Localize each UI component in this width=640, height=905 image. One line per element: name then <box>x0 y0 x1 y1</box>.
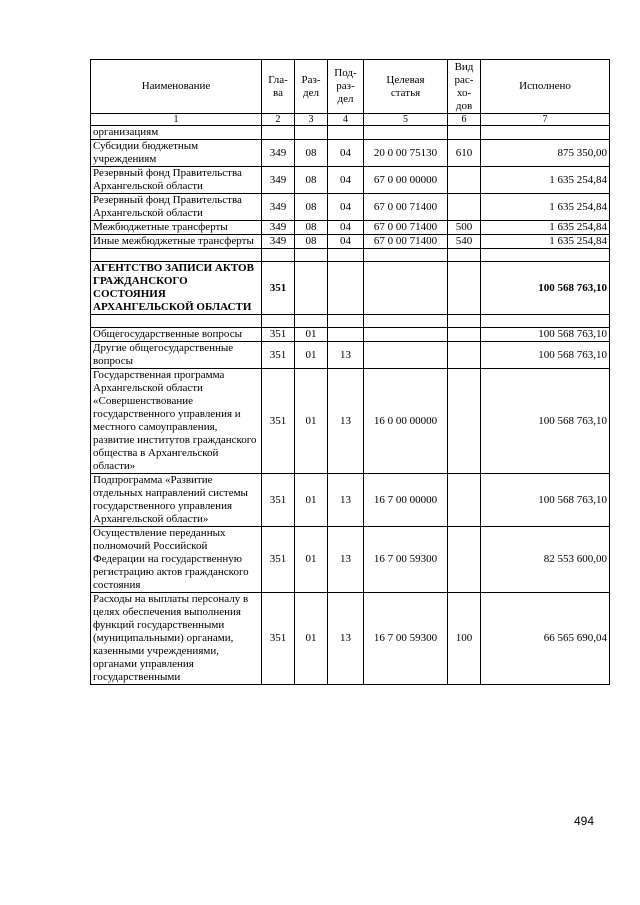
header-kind: Вид рас- хо- дов <box>448 60 481 114</box>
row-amount: 1 635 254,84 <box>481 235 610 249</box>
row-chapter: 351 <box>262 342 295 369</box>
table-row <box>91 194 610 221</box>
budget-table <box>90 59 610 685</box>
column-number-row <box>91 114 610 126</box>
row-kind <box>448 474 481 527</box>
table-row <box>91 126 610 140</box>
row-chapter: 351 <box>262 527 295 593</box>
row-section: 08 <box>295 140 328 167</box>
row-kind: 610 <box>448 140 481 167</box>
row-chapter: 351 <box>262 328 295 342</box>
row-subsection: 13 <box>328 369 364 474</box>
row-chapter <box>262 315 295 328</box>
table-row <box>91 593 610 685</box>
row-subsection <box>328 262 364 315</box>
row-chapter: 349 <box>262 235 295 249</box>
row-chapter: 351 <box>262 474 295 527</box>
row-chapter: 351 <box>262 369 295 474</box>
row-target: 20 0 00 75130 <box>364 140 448 167</box>
row-subsection <box>328 315 364 328</box>
row-section: 01 <box>295 328 328 342</box>
row-target <box>364 262 448 315</box>
row-kind <box>448 262 481 315</box>
table-row <box>91 369 610 474</box>
row-chapter: 351 <box>262 593 295 685</box>
row-section: 01 <box>295 593 328 685</box>
row-kind <box>448 194 481 221</box>
row-target: 67 0 00 71400 <box>364 221 448 235</box>
row-target: 67 0 00 00000 <box>364 167 448 194</box>
row-target <box>364 249 448 262</box>
table-row <box>91 235 610 249</box>
row-kind: 500 <box>448 221 481 235</box>
row-kind <box>448 249 481 262</box>
row-chapter: 349 <box>262 167 295 194</box>
row-subsection <box>328 249 364 262</box>
row-target: 16 7 00 00000 <box>364 474 448 527</box>
table-row <box>91 342 610 369</box>
row-section: 01 <box>295 527 328 593</box>
column-number: 1 <box>91 114 262 126</box>
row-kind <box>448 342 481 369</box>
row-section: 08 <box>295 194 328 221</box>
header-section: Раз- дел <box>295 60 328 114</box>
row-target: 16 0 00 00000 <box>364 369 448 474</box>
table-row <box>91 527 610 593</box>
row-kind: 100 <box>448 593 481 685</box>
row-name: Осуществление переданных полномочий Российской Федерации на государственную регистрацию актов гражданского состояния <box>91 527 262 593</box>
row-kind <box>448 315 481 328</box>
row-amount: 875 350,00 <box>481 140 610 167</box>
row-name: Субсидии бюджетным учреждениям <box>91 140 262 167</box>
header-name: Наименование <box>91 60 262 114</box>
row-subsection: 04 <box>328 235 364 249</box>
row-subsection: 04 <box>328 140 364 167</box>
row-amount: 82 553 600,00 <box>481 527 610 593</box>
table-row <box>91 167 610 194</box>
row-name: Резервный фонд Правительства Архангельской области <box>91 194 262 221</box>
row-section <box>295 249 328 262</box>
header-chapter: Гла- ва <box>262 60 295 114</box>
column-number: 3 <box>295 114 328 126</box>
row-kind <box>448 126 481 140</box>
spacer-row <box>91 249 610 262</box>
row-target <box>364 126 448 140</box>
row-amount <box>481 315 610 328</box>
row-section: 08 <box>295 235 328 249</box>
row-name: Иные межбюджетные трансферты <box>91 235 262 249</box>
row-name: Общегосударственные вопросы <box>91 328 262 342</box>
row-chapter <box>262 126 295 140</box>
row-chapter: 351 <box>262 262 295 315</box>
row-kind <box>448 527 481 593</box>
row-target <box>364 315 448 328</box>
row-name <box>91 315 262 328</box>
row-name: Межбюджетные трансферты <box>91 221 262 235</box>
table-row <box>91 262 610 315</box>
row-name: АГЕНТСТВО ЗАПИСИ АКТОВ ГРАЖДАНСКОГО СОСТОЯНИЯ АРХАНГЕЛЬСКОЙ ОБЛАСТИ <box>91 262 262 315</box>
row-target <box>364 328 448 342</box>
row-amount: 1 635 254,84 <box>481 167 610 194</box>
row-subsection: 13 <box>328 593 364 685</box>
row-name: Резервный фонд Правительства Архангельской области <box>91 167 262 194</box>
page-number: 494 <box>574 814 595 828</box>
table-row <box>91 474 610 527</box>
header-executed: Исполнено <box>481 60 610 114</box>
column-number: 2 <box>262 114 295 126</box>
row-kind <box>448 328 481 342</box>
row-section: 08 <box>295 221 328 235</box>
row-chapter: 349 <box>262 140 295 167</box>
row-chapter: 349 <box>262 221 295 235</box>
row-target: 16 7 00 59300 <box>364 527 448 593</box>
row-name: организациям <box>91 126 262 140</box>
row-subsection: 13 <box>328 342 364 369</box>
row-subsection <box>328 328 364 342</box>
column-number: 6 <box>448 114 481 126</box>
row-section: 01 <box>295 342 328 369</box>
row-name: Другие общегосударственные вопросы <box>91 342 262 369</box>
column-number: 7 <box>481 114 610 126</box>
row-amount: 100 568 763,10 <box>481 262 610 315</box>
row-name <box>91 249 262 262</box>
row-amount <box>481 249 610 262</box>
row-section <box>295 126 328 140</box>
row-section: 08 <box>295 167 328 194</box>
row-name: Государственная программа Архангельской области «Совершенствование государственного управления и местного самоуправления, развитие институтов гражданского общества в Архангельской области» <box>91 369 262 474</box>
row-subsection: 04 <box>328 167 364 194</box>
row-subsection: 13 <box>328 527 364 593</box>
row-amount <box>481 126 610 140</box>
row-subsection: 04 <box>328 221 364 235</box>
spacer-row <box>91 315 610 328</box>
row-target: 16 7 00 59300 <box>364 593 448 685</box>
table-row <box>91 221 610 235</box>
row-section <box>295 262 328 315</box>
row-chapter: 349 <box>262 194 295 221</box>
row-kind <box>448 369 481 474</box>
row-section: 01 <box>295 474 328 527</box>
row-section <box>295 315 328 328</box>
table-body <box>91 126 610 685</box>
table-row <box>91 328 610 342</box>
row-amount: 1 635 254,84 <box>481 194 610 221</box>
row-amount: 100 568 763,10 <box>481 369 610 474</box>
row-subsection <box>328 126 364 140</box>
header-row <box>91 60 610 114</box>
row-amount: 1 635 254,84 <box>481 221 610 235</box>
column-number: 4 <box>328 114 364 126</box>
row-amount: 100 568 763,10 <box>481 474 610 527</box>
row-target: 67 0 00 71400 <box>364 194 448 221</box>
row-amount: 66 565 690,04 <box>481 593 610 685</box>
table-row <box>91 140 610 167</box>
header-subsection: Под- раз- дел <box>328 60 364 114</box>
row-name: Расходы на выплаты персоналу в целях обеспечения выполнения функций государственными (муниципальными) органами, казенными учреждениями, органами управления государственными <box>91 593 262 685</box>
row-target: 67 0 00 71400 <box>364 235 448 249</box>
row-amount: 100 568 763,10 <box>481 342 610 369</box>
row-amount: 100 568 763,10 <box>481 328 610 342</box>
row-chapter <box>262 249 295 262</box>
row-section: 01 <box>295 369 328 474</box>
row-kind <box>448 167 481 194</box>
row-subsection: 04 <box>328 194 364 221</box>
header-target: Целевая статья <box>364 60 448 114</box>
column-number: 5 <box>364 114 448 126</box>
row-kind: 540 <box>448 235 481 249</box>
row-name: Подпрограмма «Развитие отдельных направлений системы государственного управления Архангельской области» <box>91 474 262 527</box>
row-target <box>364 342 448 369</box>
row-subsection: 13 <box>328 474 364 527</box>
